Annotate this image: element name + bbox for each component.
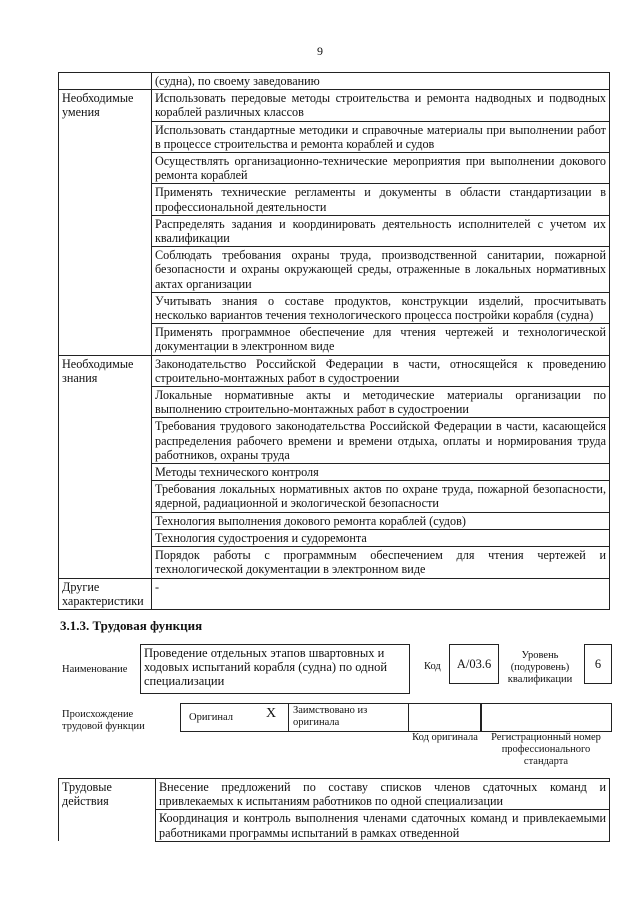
row-text: - xyxy=(152,578,610,609)
row-text: Учитывать знания о составе продуктов, конструкции изделий, просчитывать несколько вариантов течения технологического процесса постройки корабля (судна) xyxy=(152,292,610,323)
row-label xyxy=(59,529,152,546)
name-label: Наименование xyxy=(62,664,128,675)
code-value: А/03.6 xyxy=(449,644,499,684)
row-text: Требования локальных нормативных актов по охране труда, пожарной безопасности, ядерной, радиационной и экологической безопасности xyxy=(152,481,610,512)
row-text: Локальные нормативные акты и методические материалы организации по выполнению строительно-монтажных работ в судостроении xyxy=(152,387,610,418)
section-title: 3.1.3. Трудовая функция xyxy=(60,618,203,633)
row-label: Трудовые действия xyxy=(59,779,156,810)
table-row xyxy=(59,184,610,215)
row-text: (судна), по своему заведованию xyxy=(152,73,610,90)
original-mark: Х xyxy=(266,706,277,721)
table-row xyxy=(59,324,610,355)
row-text: Использовать передовые методы строительства и ремонта надводных и подводных кораблей различных классов xyxy=(152,90,610,121)
row-label: Необходимые знания xyxy=(59,355,152,386)
level-value: 6 xyxy=(584,644,612,684)
borrowed-label: Заимствовано из оригинала xyxy=(293,705,368,728)
row-label xyxy=(59,247,152,293)
row-label xyxy=(59,121,152,152)
row-label xyxy=(59,153,152,184)
table-row xyxy=(59,418,610,464)
page-number: 9 xyxy=(317,44,323,58)
row-label xyxy=(59,418,152,464)
table-row xyxy=(59,481,610,512)
row-label: Необходимые умения xyxy=(59,90,152,121)
table-row xyxy=(59,292,610,323)
row-label xyxy=(59,184,152,215)
row-text: Координация и контроль выполнения членами сдаточных команд и привлекаемыми работниками программы испытаний в рамках отведенной xyxy=(156,810,610,841)
row-text: Использовать стандартные методики и справочные материалы при выполнении работ в процессе строительства и ремонта кораблей и судов xyxy=(152,121,610,152)
row-text: Внесение предложений по составу списков членов сдаточных команд и привлекаемых к испытаниям работников по одной специализации xyxy=(156,779,610,810)
table-row xyxy=(59,121,610,152)
table-row xyxy=(59,810,610,841)
function-name-value: Проведение отдельных этапов швартовных и ходовых испытаний корабля (судна) по одной специализации xyxy=(140,644,410,694)
table-row xyxy=(59,153,610,184)
row-text: Методы технического контроля xyxy=(152,464,610,481)
table-row xyxy=(59,547,610,578)
table-row xyxy=(59,529,610,546)
row-label xyxy=(59,481,152,512)
row-text: Применять программное обеспечение для чтения чертежей и технологической документации в электронном виде xyxy=(152,324,610,355)
reg-number-label: Регистрационный номер профессионального стандарта xyxy=(491,732,601,767)
table-row xyxy=(59,247,610,293)
actions-table xyxy=(58,778,610,842)
code-label: Код xyxy=(424,661,441,672)
row-label xyxy=(59,387,152,418)
row-text: Технология выполнения докового ремонта кораблей (судов) xyxy=(152,512,610,529)
row-label xyxy=(59,73,152,90)
reg-number-box xyxy=(480,703,612,732)
row-label: Другие характеристики xyxy=(59,578,152,609)
original-label: Оригинал xyxy=(189,712,233,723)
row-text: Требования трудового законодательства Российской Федерации в части, касающейся распределения рабочего времени и времени отдыха, оплаты и нормирования труда работников, охраны труда xyxy=(152,418,610,464)
row-text: Распределять задания и координировать деятельность исполнителей с учетом их квалификации xyxy=(152,215,610,246)
row-text: Порядок работы с программным обеспечением для чтения чертежей и технологической документации в электронном виде xyxy=(152,547,610,578)
row-text: Технология судостроения и судоремонта xyxy=(152,529,610,546)
row-text: Осуществлять организационно-технические мероприятия при выполнении докового ремонта кораблей xyxy=(152,153,610,184)
row-label xyxy=(59,324,152,355)
row-label xyxy=(59,215,152,246)
row-text: Соблюдать требования охраны труда, производственной санитарии, пожарной безопасности и охраны окружающей среды, отраженные в локальных нормативных актах организации xyxy=(152,247,610,293)
table-row xyxy=(59,779,610,810)
row-label xyxy=(59,810,156,841)
row-label xyxy=(59,547,152,578)
level-label: Уровень (подуровень) квалификации xyxy=(507,650,573,685)
table-row xyxy=(59,355,610,386)
code-original-label: Код оригинала xyxy=(412,732,478,743)
table-row xyxy=(59,90,610,121)
table-row xyxy=(59,464,610,481)
table-row xyxy=(59,215,610,246)
origin-label: Происхождение трудовой функции xyxy=(62,709,145,732)
table-row xyxy=(59,387,610,418)
table-row xyxy=(59,578,610,609)
row-label xyxy=(59,464,152,481)
table-row xyxy=(59,512,610,529)
row-label xyxy=(59,512,152,529)
row-text: Применять технические регламенты и документы в области стандартизации в профессиональной деятельности xyxy=(152,184,610,215)
row-text: Законодательство Российской Федерации в части, относящейся к проведению строительно-монтажных работ в судостроении xyxy=(152,355,610,386)
table-row xyxy=(59,73,610,90)
requirements-table xyxy=(58,72,610,610)
row-label xyxy=(59,292,152,323)
